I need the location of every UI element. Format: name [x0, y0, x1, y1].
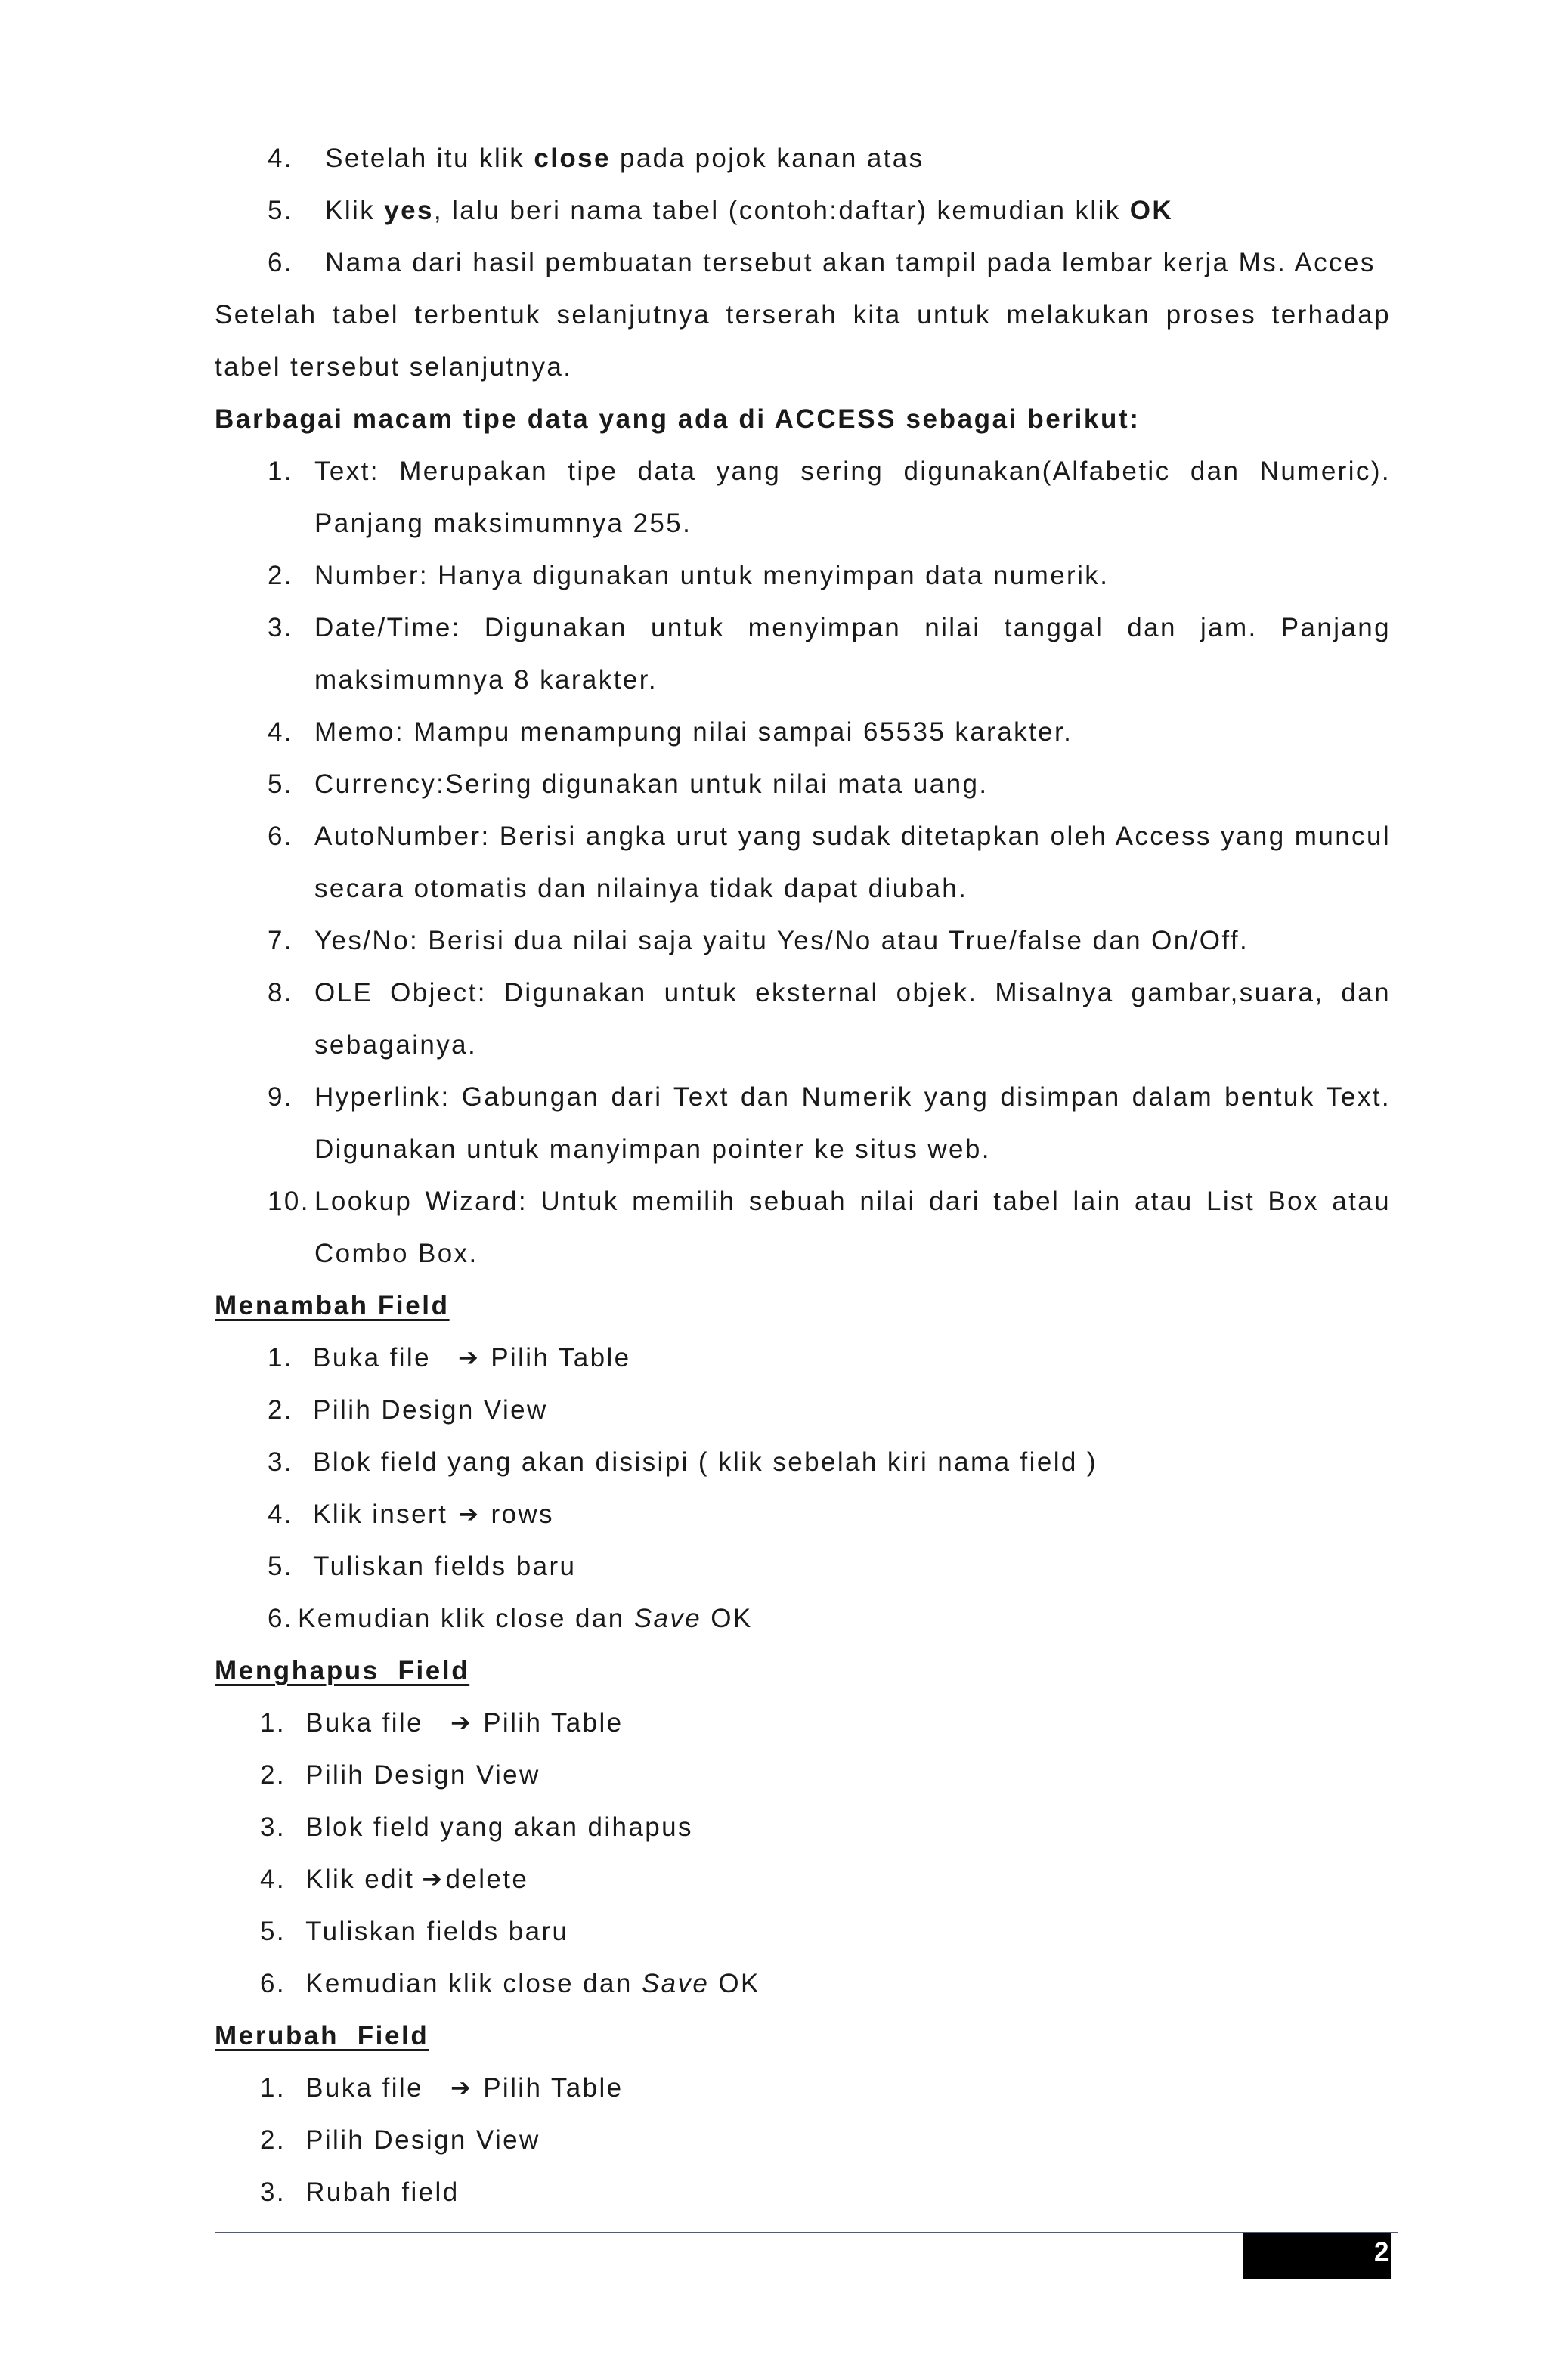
step-text: Nama dari hasil pembuatan tersebut akan tampil pada lembar kerja Ms. Acces — [325, 248, 1376, 277]
menambah-step-3 — [268, 1446, 1098, 1479]
step-number: 2. — [260, 2125, 286, 2155]
step-text: delete — [445, 1865, 529, 1894]
list-item-number: 4. — [268, 717, 293, 747]
menambah-step-1 — [268, 1342, 631, 1375]
list-item-text: Text: Merupakan tipe data yang sering digunakan(Alfabetic dan Numeric). — [314, 457, 1391, 486]
list-item-text: maksimumnya 8 karakter. — [314, 665, 658, 695]
list-item-number: 8. — [268, 978, 293, 1007]
menghapus-step-1 — [260, 1707, 624, 1740]
step-text: Pilih Design View — [313, 1395, 548, 1425]
step-text: Tuliskan fields baru — [305, 1917, 569, 1946]
menghapus-step-2 — [260, 1759, 540, 1792]
step-number: 4. — [268, 1499, 293, 1529]
step-text: Buka file — [313, 1343, 431, 1373]
list-item-text: Hyperlink: Gabungan dari Text dan Numerik yang disimpan dalam bentuk Text. — [314, 1082, 1391, 1112]
arrow-right-icon: ➔ — [422, 1865, 444, 1893]
list-item-text: AutoNumber: Berisi angka urut yang sudak ditetapkan oleh Access yang muncul — [314, 822, 1391, 851]
step-number: 1. — [260, 1708, 286, 1738]
menghapus-step-3 — [260, 1811, 693, 1844]
menambah-step-6 — [268, 1602, 753, 1636]
list-item-text: Yes/No: Berisi dua nilai saja yaitu Yes/No atau True/false dan On/Off. — [314, 926, 1249, 955]
footer-rule — [215, 2232, 1398, 2233]
step-text: Kemudian klik close dan — [298, 1604, 634, 1633]
merubah-step-3 — [260, 2176, 460, 2209]
paragraph-line-2: tabel tersebut selanjutnya. — [215, 352, 573, 382]
menghapus-step-5 — [260, 1915, 568, 1948]
step-text: Pilih Design View — [305, 1760, 540, 1790]
list-item-text: Digunakan untuk manyimpan pointer ke situs web. — [314, 1134, 991, 1164]
step-bold-text: OK — [1129, 196, 1174, 225]
page-number: 2 — [1374, 2237, 1389, 2267]
step-number: 2. — [268, 1395, 293, 1425]
step-5 — [268, 194, 1173, 227]
step-text: Setelah itu klik — [325, 144, 534, 173]
list-item-number: 1. — [268, 457, 293, 486]
step-text: OK — [709, 1969, 760, 1998]
step-number: 3. — [268, 1447, 293, 1477]
merubah-step-1 — [260, 2072, 624, 2105]
list-item-text: Currency:Sering digunakan untuk nilai mata uang. — [314, 769, 989, 799]
step-number: 6. — [260, 1969, 286, 1998]
step-text: pada pojok kanan atas — [610, 144, 924, 173]
step-number: 3. — [260, 2177, 286, 2207]
step-text: Pilih Table — [491, 1343, 631, 1373]
step-number: 5. — [268, 1552, 293, 1581]
step-bold-text: yes — [384, 196, 434, 225]
step-text: , lalu beri nama tabel (contoh:daftar) kemudian klik — [433, 196, 1130, 225]
step-text: Kemudian klik close dan — [305, 1969, 642, 1998]
menghapus-heading: Menghapus Field — [215, 1656, 470, 1685]
list-item-number: 3. — [268, 613, 293, 642]
step-text: Blok field yang akan dihapus — [305, 1812, 693, 1842]
list-item-number: 9. — [268, 1082, 293, 1112]
menghapus-step-6 — [260, 1967, 760, 2001]
step-text: Klik — [325, 196, 385, 225]
arrow-right-icon: ➔ — [450, 1708, 473, 1737]
step-6 — [268, 246, 1376, 280]
step-italic-text: Save — [641, 1969, 710, 1998]
list-item-text: Combo Box. — [314, 1239, 478, 1268]
step-number: 6. — [268, 1604, 293, 1633]
list-item-text: Lookup Wizard: Untuk memilih sebuah nilai dari tabel lain atau List Box atau — [314, 1187, 1391, 1216]
step-italic-text: Save — [633, 1604, 702, 1633]
list-item-number: 10. — [268, 1187, 310, 1216]
step-number: 4. — [260, 1865, 286, 1894]
step-number: 2. — [260, 1760, 286, 1790]
step-number: 3. — [260, 1812, 286, 1842]
arrow-right-icon: ➔ — [450, 2073, 473, 2102]
step-text: Klik insert — [313, 1499, 448, 1529]
step-number: 5. — [260, 1917, 286, 1946]
merubah-heading: Merubah Field — [215, 2021, 429, 2050]
step-text: OK — [701, 1604, 753, 1633]
menambah-step-5 — [268, 1550, 576, 1583]
menambah-step-4 — [268, 1498, 554, 1531]
arrow-right-icon: ➔ — [457, 1343, 481, 1372]
list-item-text: Panjang maksimumnya 255. — [314, 509, 692, 538]
step-text: rows — [491, 1499, 554, 1529]
step-text: Tuliskan fields baru — [313, 1552, 577, 1581]
step-text: Rubah field — [305, 2177, 460, 2207]
list-item-text: Memo: Mampu menampung nilai sampai 65535 karakter. — [314, 717, 1073, 747]
list-item-number: 6. — [268, 822, 293, 851]
step-text: Pilih Design View — [305, 2125, 540, 2155]
list-item-text: sebagainya. — [314, 1030, 478, 1060]
step-text: Blok field yang akan disisipi ( klik sebelah kiri nama field ) — [313, 1447, 1098, 1477]
step-text: Pilih Table — [483, 2073, 624, 2103]
step-text: Klik edit — [305, 1865, 415, 1894]
list-item-text: secara otomatis dan nilainya tidak dapat diubah. — [314, 874, 968, 903]
list-item-number: 2. — [268, 561, 293, 590]
menghapus-step-4 — [260, 1863, 528, 1896]
list-item-text: Number: Hanya digunakan untuk menyimpan data numerik. — [314, 561, 1110, 590]
list-item-text: Date/Time: Digunakan untuk menyimpan nilai tanggal dan jam. Panjang — [314, 613, 1391, 642]
paragraph-line-1: Setelah tabel terbentuk selanjutnya terserah kita untuk melakukan proses terhadap — [215, 300, 1391, 330]
step-number: 4. — [268, 144, 293, 173]
list-item-number: 7. — [268, 926, 293, 955]
list-item-text: OLE Object: Digunakan untuk eksternal objek. Misalnya gambar,suara, dan — [314, 978, 1391, 1007]
step-text: Buka file — [305, 2073, 423, 2103]
step-4 — [268, 142, 924, 175]
step-number: 1. — [260, 2073, 286, 2103]
step-text: Buka file — [305, 1708, 423, 1738]
merubah-step-2 — [260, 2124, 540, 2157]
step-bold-text: close — [534, 144, 611, 173]
step-number: 1. — [268, 1343, 293, 1373]
step-number: 5. — [268, 196, 293, 225]
list-item-number: 5. — [268, 769, 293, 799]
page-number-box — [1243, 2233, 1391, 2279]
datatypes-heading: Barbagai macam tipe data yang ada di ACCESS sebagai berikut: — [215, 404, 1141, 434]
step-number: 6. — [268, 248, 293, 277]
menambah-step-2 — [268, 1394, 548, 1427]
arrow-right-icon: ➔ — [458, 1499, 481, 1528]
step-text: Pilih Table — [483, 1708, 624, 1738]
menambah-heading: Menambah Field — [215, 1291, 450, 1320]
